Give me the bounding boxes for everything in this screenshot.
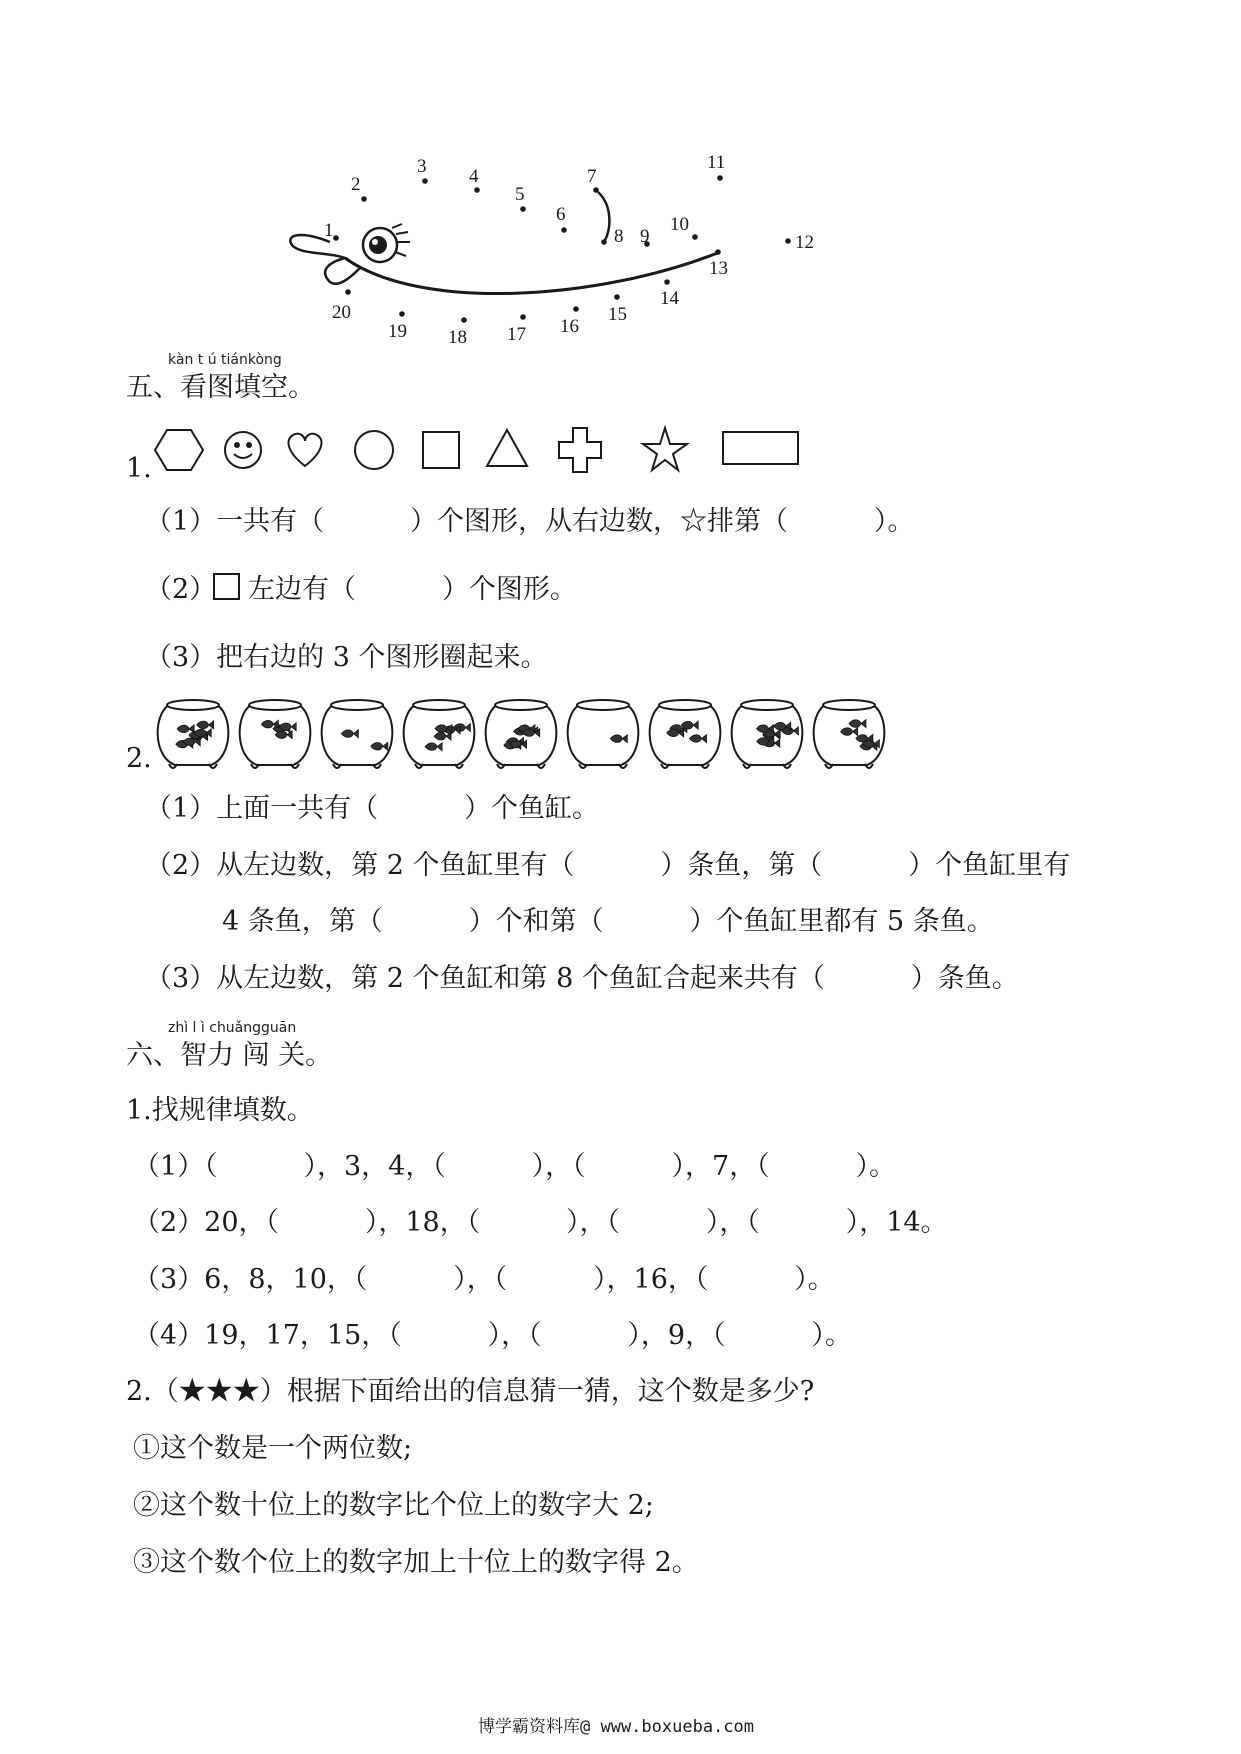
cross-icon — [559, 428, 601, 472]
q2-item-3: （3）从左边数，第 2 个鱼缸和第 8 个鱼缸合起来共有（ ）条鱼。 — [145, 963, 1019, 994]
dot-label: 5 — [515, 184, 525, 205]
dot-label: 18 — [448, 327, 467, 348]
dot-label: 13 — [709, 258, 728, 279]
fish-bowl — [650, 700, 721, 768]
q3-item-1: （1）（ ），3，4，（ ），（ ），7，（ ）。 — [133, 1151, 897, 1182]
q3-item-2: （2）20，（ ），18，（ ），（ ），（ ），14。 — [133, 1207, 948, 1238]
fish-bowl — [732, 700, 803, 768]
circle-icon — [355, 431, 393, 469]
heart-icon — [289, 434, 322, 466]
section5-title: 五、看图填空。 — [126, 372, 315, 403]
dot-label: 20 — [332, 302, 351, 323]
fish-bowl — [568, 700, 639, 768]
q1-item-3: （3）把右边的 3 个图形圈起来。 — [145, 642, 548, 673]
q1-number: 1. — [126, 453, 152, 484]
dot-label: 4 — [469, 166, 479, 187]
q3-item-4: （4）19，17，15，（ ），（ ），9，（ ）。 — [133, 1320, 852, 1351]
dot-label: 3 — [417, 156, 427, 177]
q3-title: 1.找规律填数。 — [126, 1095, 314, 1126]
fish-bowl — [158, 700, 229, 768]
fish-bowl — [404, 700, 475, 768]
dot-label: 8 — [614, 226, 624, 247]
q2-item-1: （1）上面一共有（ ）个鱼缸。 — [145, 793, 600, 824]
fish-bowl — [814, 700, 885, 768]
square-icon — [423, 432, 459, 468]
dot-label: 15 — [608, 304, 627, 325]
dot-label: 19 — [388, 321, 407, 342]
q4-clue-1: ①这个数是一个两位数; — [133, 1433, 413, 1464]
section6-pinyin: zhì l ì chuǎngguān — [168, 1020, 297, 1036]
square-icon — [213, 573, 240, 600]
dot-label: 16 — [560, 316, 579, 337]
footer-watermark: 博学霸资料库@ www.boxueba.com — [478, 1717, 754, 1737]
dot-label: 11 — [707, 152, 726, 173]
dot-label: 14 — [660, 288, 679, 309]
dot-label: 10 — [670, 214, 689, 235]
dot-to-dot-fish — [0, 0, 1241, 360]
q1-item-2-prefix: （2） — [145, 574, 217, 605]
q1-item-1: （1）一共有（ ）个图形，从右边数，☆排第（ ）。 — [145, 506, 915, 537]
q2-item-2-cont: 4 条鱼，第（ ）个和第（ ）个鱼缸里都有 5 条鱼。 — [222, 906, 994, 937]
dot-label: 9 — [640, 226, 650, 247]
fish-bowls-row — [155, 690, 915, 780]
fish-bowl — [486, 700, 557, 768]
dot-label: 1 — [324, 220, 334, 241]
dot-label: 7 — [587, 166, 597, 187]
triangle-icon — [487, 430, 527, 466]
q2-item-2: （2）从左边数，第 2 个鱼缸里有（ ）条鱼，第（ ）个鱼缸里有 — [145, 850, 1071, 881]
hexagon-icon — [155, 430, 203, 470]
fish-bowl — [240, 700, 311, 768]
q2-number: 2. — [126, 743, 152, 774]
fish-bowl — [322, 700, 393, 768]
q4-clue-2: ②这个数十位上的数字比个位上的数字大 2; — [133, 1490, 654, 1521]
rectangle-icon — [723, 432, 798, 464]
dot-label: 17 — [507, 324, 526, 345]
q4-clue-3: ③这个数个位上的数字加上十位上的数字得 2。 — [133, 1547, 699, 1578]
dot-label: 6 — [556, 204, 566, 225]
shapes-row — [145, 420, 845, 480]
q4-title: 2.（★★★）根据下面给出的信息猜一猜，这个数是多少? — [126, 1376, 815, 1407]
dot-label: 2 — [351, 174, 361, 195]
q1-item-2: 左边有（ ）个图形。 — [248, 574, 577, 605]
star-icon — [643, 428, 687, 470]
section5-pinyin: kàn t ú tiánkòng — [168, 352, 282, 368]
q3-item-3: （3）6，8，10，（ ），（ ），16，（ ）。 — [133, 1264, 835, 1295]
smiley-icon — [225, 432, 261, 468]
dot-label: 12 — [795, 232, 814, 253]
section6-title: 六、智力 闯 关。 — [126, 1040, 333, 1071]
